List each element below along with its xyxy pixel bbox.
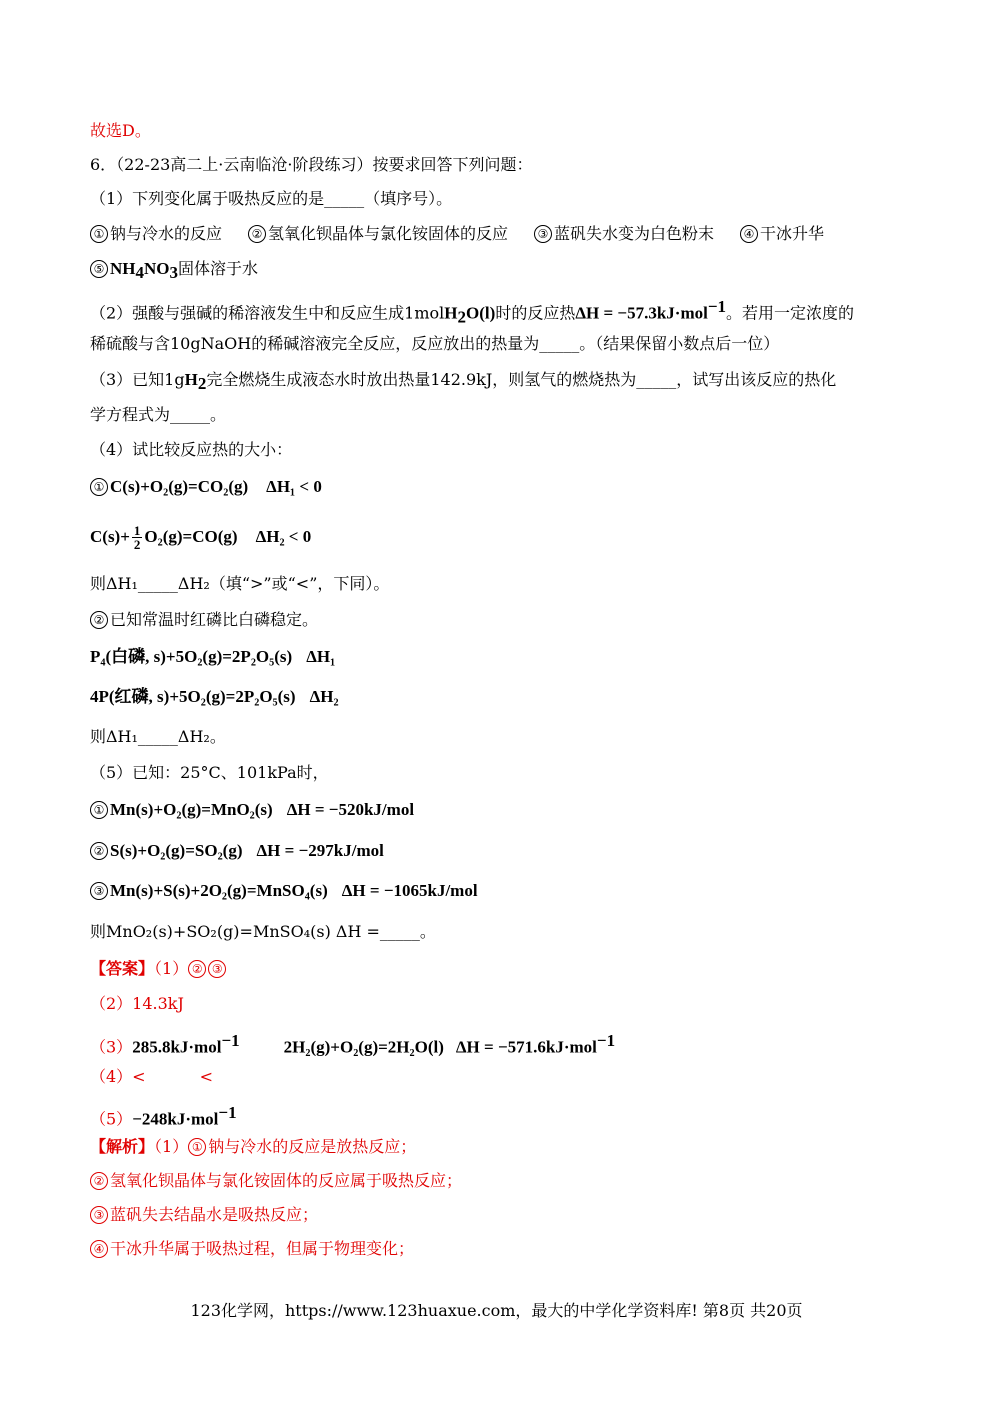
circled-number: ④	[90, 1240, 108, 1258]
circled-number: ③	[90, 882, 108, 900]
q4-equation-2: C(s)+ $\frac{1}{2}$ O₂(g)=CO(g) ΔH₂ < 0	[90, 523, 312, 552]
answer-line-5: （5）−248kJ·mol$^{-1}$	[90, 1103, 237, 1129]
q4-equation-4: 4P(红磷, s)+5O₂(g)=2P₂O₅(s) ΔH₂	[90, 687, 339, 706]
circled-number: ②	[90, 611, 108, 629]
option-3: 蓝矾失水变为白色粉末	[554, 224, 715, 243]
q4-compare-2: 则ΔH₁_____ΔH₂。	[90, 727, 226, 746]
circled-number: ③	[208, 960, 226, 978]
q1-text: （1）下列变化属于吸热反应的是_____（填序号）。	[90, 189, 453, 208]
q4-compare-1: 则ΔH₁_____ΔH₂（填“>”或“<”，下同）。	[90, 574, 390, 593]
analysis-label: 【解析】	[90, 1137, 155, 1156]
circled-number: ①	[90, 801, 108, 819]
q4-text: （4）试比较反应热的大小：	[90, 440, 293, 459]
q4-part-2: ② 已知常温时红磷比白磷稳定。	[90, 609, 318, 631]
analysis-line-1: 【解析】（1） ① 钠与冷水的反应是放热反应；	[90, 1137, 417, 1156]
question-6-header: 6．（22-23高二上·云南临沧·阶段练习）按要求回答下列问题：	[90, 155, 533, 174]
q5-equation-2: ② S(s)+O₂(g)=SO₂(g) ΔH = −297kJ/mol	[90, 840, 384, 862]
circled-number: ②	[90, 842, 108, 860]
circled-number: ②	[248, 225, 266, 243]
q3-line-2: 学方程式为_____。	[90, 405, 227, 424]
q4-equation-3: P₄(白磷, s)+5O₂(g)=2P₂O₅(s) ΔH₁	[90, 647, 336, 666]
option-1: 钠与冷水的反应	[110, 224, 223, 243]
analysis-line-3: ③ 蓝矾失去结晶水是吸热反应；	[90, 1204, 318, 1226]
q5-final: 则MnO₂(s)+SO₂(g)=MnSO₄(s) ΔH =_____。	[90, 922, 436, 941]
q5-equation-1: ① Mn(s)+O₂(g)=MnO₂(s) ΔH = −520kJ/mol	[90, 799, 414, 821]
q1-options	[90, 223, 824, 245]
circled-number: ⑤	[90, 260, 108, 278]
analysis-line-4: ④ 干冰升华属于吸热过程，但属于物理变化；	[90, 1238, 414, 1260]
circled-number: ①	[90, 225, 108, 243]
answer-line-3: （3）285.8kJ·mol$^{-1}$ 2H₂(g)+O₂(g)=2H₂O(l) ΔH = −571.6kJ·mol$^{-1}$	[90, 1031, 616, 1057]
q2-line-1: （2）强酸与强碱的稀溶液发生中和反应生成1molH$_2$O(l)时的反应热ΔH = −57.3kJ·mol$^{-1}$。若用一定浓度的	[90, 297, 855, 327]
answer-line-2: （2）14.3kJ	[90, 994, 184, 1013]
q5-text: （5）已知：25°C、101kPa时，	[90, 763, 329, 782]
option-4: 干冰升华	[760, 224, 825, 243]
circled-number: ②	[188, 960, 206, 978]
page-footer: 123化学网，https://www.123huaxue.com，最大的中学化学资料库! 第8页 共20页	[190, 1301, 803, 1320]
option-2: 氢氧化钡晶体与氯化铵固体的反应	[268, 224, 509, 243]
analysis-line-2: ② 氢氧化钡晶体与氯化铵固体的反应属于吸热反应；	[90, 1170, 462, 1192]
q1-option-5: ⑤ $NH_4NO_3$固体溶于水	[90, 258, 258, 284]
q2-line-2: 稀硫酸与含10gNaOH的稀碱溶液完全反应，反应放出的热量为_____。（结果保留小数点后一位）	[90, 334, 780, 353]
q5-equation-3: ③ Mn(s)+S(s)+2O₂(g)=MnSO₄(s) ΔH = −1065kJ/mol	[90, 880, 478, 902]
fraction-one-half: $\frac{1}{2}$	[133, 523, 141, 552]
answer-label: 【答案】	[90, 959, 155, 978]
circled-number: ①	[90, 478, 108, 496]
answer-line-1: 【答案】（1） ② ③	[90, 958, 228, 980]
circled-number: ②	[90, 1172, 108, 1190]
answer-line-4: （4）< <	[90, 1067, 213, 1086]
circled-number: ③	[90, 1206, 108, 1224]
circled-number: ④	[740, 225, 758, 243]
q4-equation-1: ① C(s)+O₂(g)=CO₂(g) ΔH₁ < 0	[90, 476, 322, 498]
q3-line-1: （3）已知$1gH_2$完全燃烧生成液态水时放出热量142.9kJ，则氢气的燃烧热为_____，试写出该反应的热化	[90, 370, 837, 394]
circled-number: ③	[534, 225, 552, 243]
intro-line: 故选D。	[90, 121, 151, 140]
circled-number: ①	[188, 1138, 206, 1156]
